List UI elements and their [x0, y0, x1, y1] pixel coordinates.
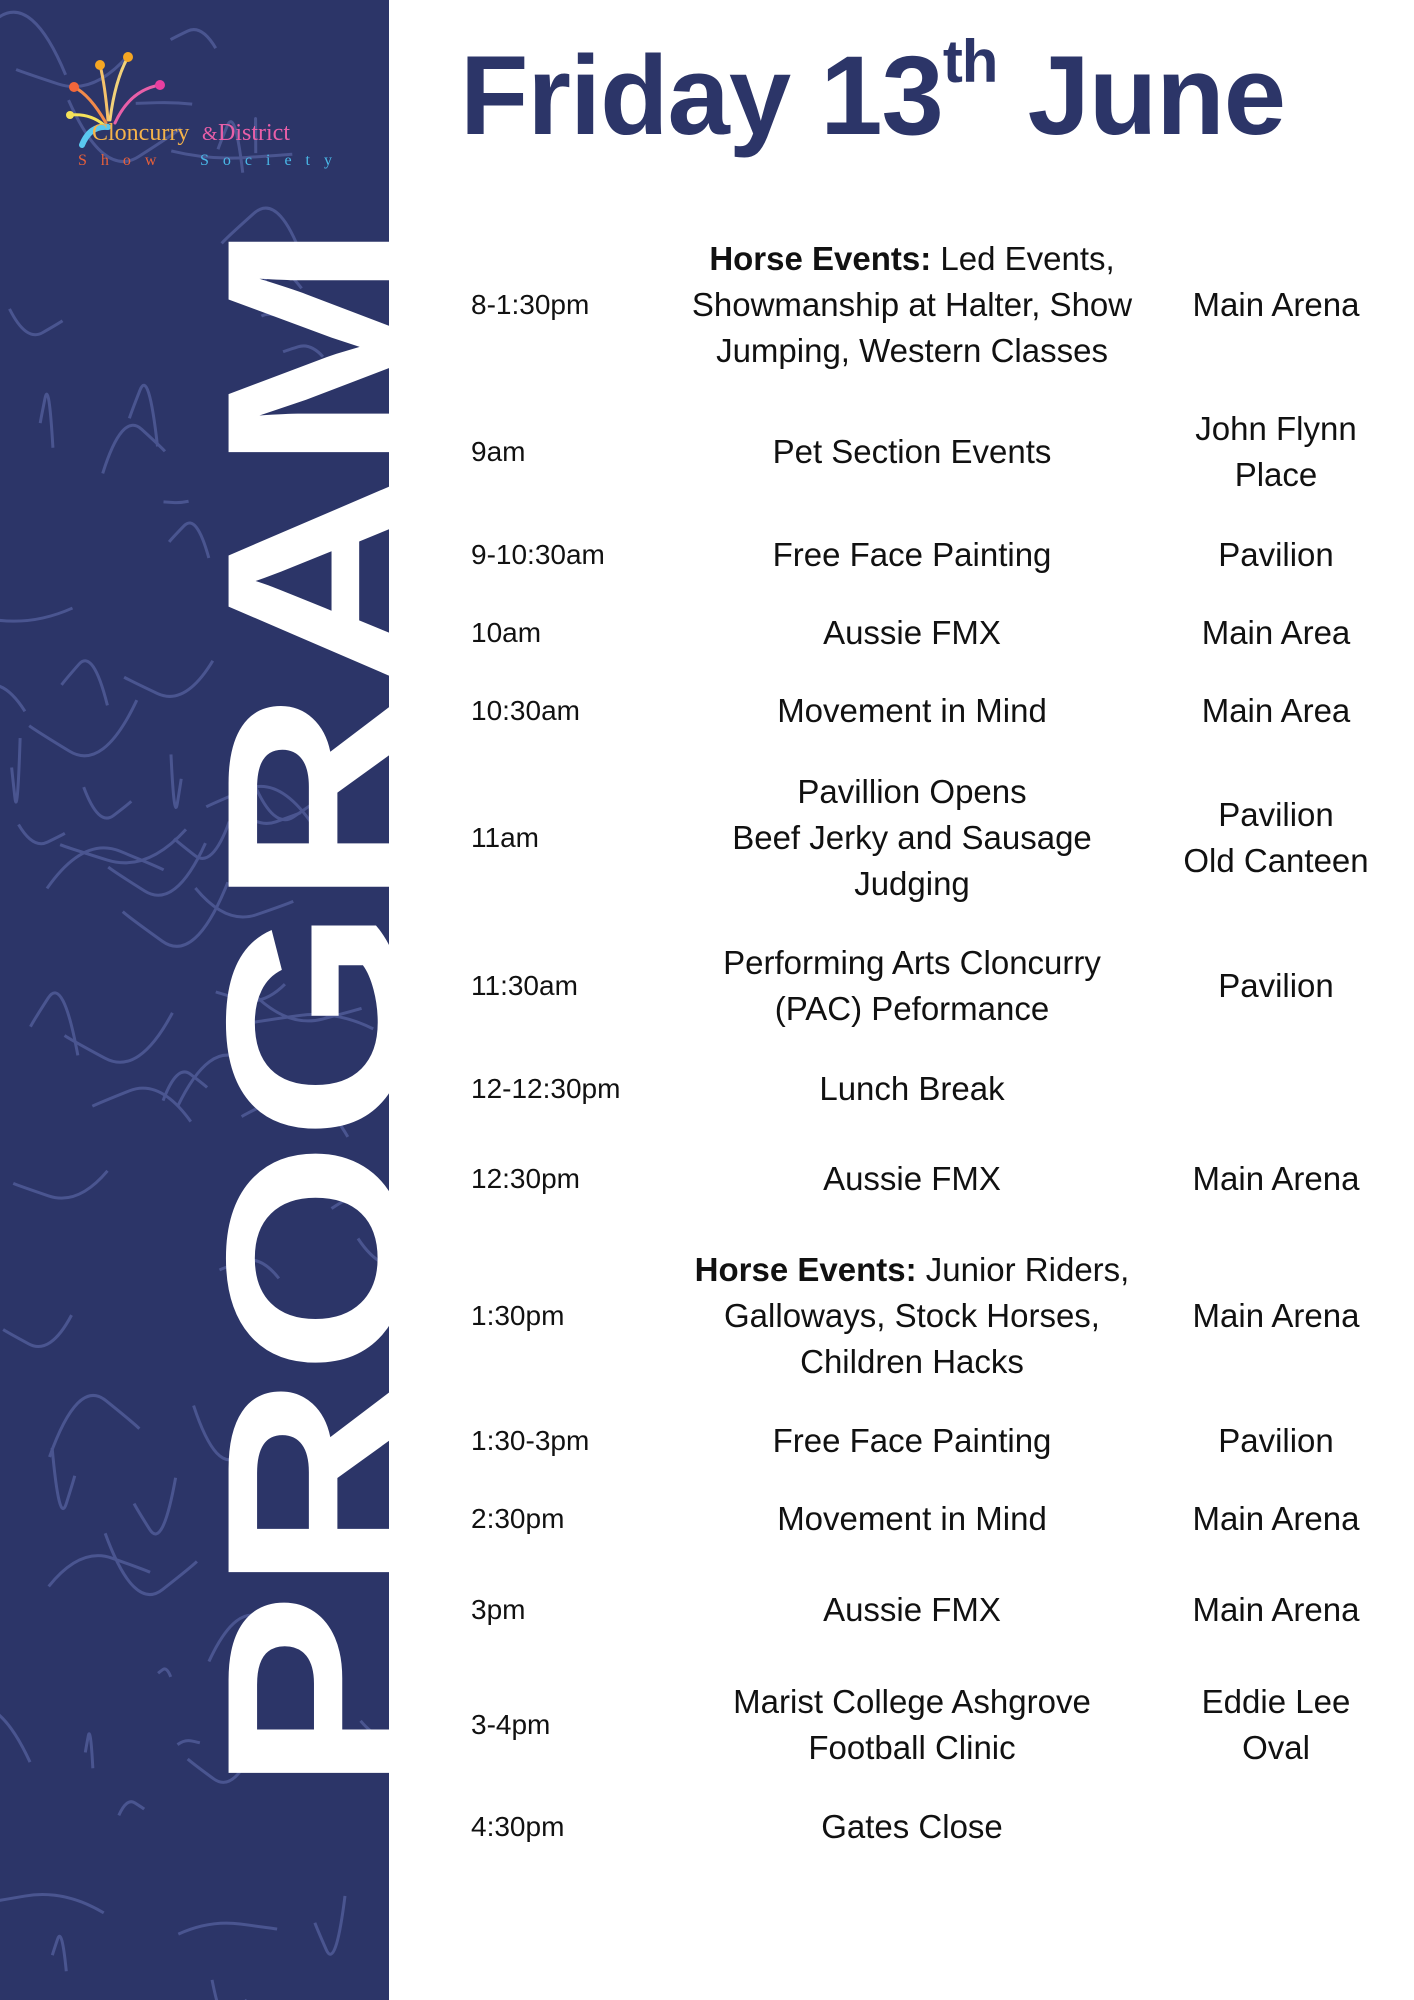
- event-name-line: [662, 940, 1162, 986]
- event-name-line: [662, 1293, 1162, 1339]
- event-name-text: Judging: [854, 865, 970, 902]
- title-day: Friday 13: [460, 33, 943, 158]
- pattern-stroke: [40, 394, 53, 448]
- event-name-line: [662, 1339, 1162, 1385]
- event-venue-line: [1146, 1587, 1406, 1633]
- event-name-text: Performing Arts Cloncurry: [723, 944, 1101, 981]
- event-name-line: [662, 236, 1162, 282]
- event-venue: [1146, 1156, 1406, 1202]
- svg-text:Society: Society: [200, 152, 346, 169]
- event-name-line: [662, 282, 1162, 328]
- event-venue-line: [1146, 452, 1406, 498]
- event-venue-line: [1146, 1496, 1406, 1542]
- event-time: 1:30-3pm: [471, 1425, 590, 1456]
- event-venue-line: [1146, 1418, 1406, 1464]
- event-name-text: Galloways, Stock Horses,: [724, 1297, 1100, 1334]
- event-venue-line: [1146, 532, 1406, 578]
- event-name: [662, 1247, 1162, 1385]
- event-name: [662, 1587, 1162, 1633]
- event-name-text: Aussie FMX: [823, 1160, 1001, 1197]
- event-venue-text: Old Canteen: [1183, 842, 1369, 879]
- event-venue-line: [1146, 1725, 1406, 1771]
- event-time: 9am: [471, 436, 526, 467]
- event-name-text: Beef Jerky and Sausage: [732, 819, 1092, 856]
- event-name-line: [662, 769, 1162, 815]
- event-venue-text: Place: [1234, 456, 1318, 493]
- event-name: [662, 1156, 1162, 1202]
- event-venue-text: John Flynn: [1195, 410, 1357, 447]
- event-name-line: [662, 1156, 1162, 1202]
- event-name-line: [662, 861, 1162, 907]
- event-time: 12-12:30pm: [471, 1073, 621, 1104]
- event-venue: [1146, 792, 1406, 884]
- event-name-text: Marist College Ashgrove: [733, 1683, 1091, 1720]
- event-venue-text: Main Arena: [1192, 1500, 1360, 1537]
- event-name-line: [662, 1247, 1162, 1293]
- pattern-stroke: [52, 1448, 75, 1509]
- event-venue: [1146, 688, 1406, 734]
- event-time: 3-4pm: [471, 1709, 551, 1740]
- event-venue-line: [1146, 1156, 1406, 1202]
- event-name-text: Led Events,: [940, 240, 1115, 277]
- event-name-text: Children Hacks: [800, 1343, 1024, 1380]
- pattern-stroke: [119, 1802, 144, 1816]
- event-name-line: [662, 1725, 1162, 1771]
- event-venue-text: Main Arena: [1192, 286, 1360, 323]
- event-name-line: [662, 1679, 1162, 1725]
- event-venue: [1146, 532, 1406, 578]
- event-venue-line: [1146, 610, 1406, 656]
- event-time: 1:30pm: [471, 1300, 565, 1331]
- event-name: [662, 1679, 1162, 1771]
- event-venue-text: Pavilion: [1218, 796, 1334, 833]
- event-venue: [1146, 1293, 1406, 1339]
- svg-text:Cloncurry: Cloncurry: [92, 120, 190, 146]
- event-name-text: Jumping, Western Classes: [716, 332, 1108, 369]
- event-name-text: Aussie FMX: [823, 1591, 1001, 1628]
- event-venue-line: [1146, 688, 1406, 734]
- event-venue-text: Main Arena: [1192, 1297, 1360, 1334]
- pattern-stroke: [65, 1013, 173, 1063]
- pattern-stroke: [315, 1896, 345, 1954]
- event-name-text: Football Clinic: [808, 1729, 1016, 1766]
- pattern-stroke: [19, 825, 65, 844]
- event-name: [662, 429, 1162, 475]
- svg-text:&: &: [202, 123, 218, 145]
- event-name: [662, 532, 1162, 578]
- event-name-text: Movement in Mind: [777, 692, 1047, 729]
- pattern-stroke: [62, 661, 108, 706]
- pattern-stroke: [129, 385, 157, 446]
- event-venue-text: Pavilion: [1218, 1422, 1334, 1459]
- event-venue-line: [1146, 406, 1406, 452]
- event-name: [662, 610, 1162, 656]
- title-suffix: th: [942, 28, 998, 95]
- svg-text:Show: Show: [78, 152, 171, 169]
- event-name-line: [662, 1418, 1162, 1464]
- pattern-stroke: [30, 993, 77, 1056]
- event-venue: [1146, 610, 1406, 656]
- event-venue-text: Eddie Lee: [1201, 1683, 1351, 1720]
- event-venue-text: Main Area: [1201, 692, 1351, 729]
- pattern-stroke: [9, 309, 62, 335]
- pattern-stroke: [13, 1171, 107, 1198]
- event-name-text: Free Face Painting: [772, 1422, 1052, 1459]
- pattern-stroke: [0, 1895, 104, 1913]
- event-time: 4:30pm: [471, 1811, 565, 1842]
- page-title: [460, 28, 1285, 158]
- event-name-line: [662, 429, 1162, 475]
- event-name-text: Junior Riders,: [925, 1251, 1130, 1288]
- event-venue-line: [1146, 1293, 1406, 1339]
- event-venue-line: [1146, 838, 1406, 884]
- event-venue-line: [1146, 792, 1406, 838]
- event-venue-text: Main Area: [1201, 614, 1351, 651]
- pattern-stroke: [84, 787, 132, 818]
- pattern-stroke: [12, 738, 20, 802]
- event-name-text: Free Face Painting: [772, 536, 1052, 573]
- event-name-line: [662, 1496, 1162, 1542]
- pattern-stroke: [52, 1936, 66, 1971]
- event-name-line: [662, 1066, 1162, 1112]
- event-venue-text: Pavilion: [1218, 967, 1334, 1004]
- event-venue: [1146, 1587, 1406, 1633]
- event-name: [662, 1066, 1162, 1112]
- event-time: 3pm: [471, 1594, 526, 1625]
- event-category: Horse Events:: [694, 1251, 917, 1288]
- event-name-text: Aussie FMX: [823, 614, 1001, 651]
- event-time: 9-10:30am: [471, 539, 605, 570]
- event-name-line: [662, 815, 1162, 861]
- event-venue: [1146, 963, 1406, 1009]
- pattern-stroke: [158, 1669, 171, 1677]
- event-time: 12:30pm: [471, 1163, 580, 1194]
- pattern-stroke: [85, 1734, 92, 1768]
- event-time: 10:30am: [471, 695, 580, 726]
- pattern-stroke: [29, 700, 137, 756]
- pattern-stroke: [212, 1980, 247, 2000]
- event-name: [662, 1804, 1162, 1850]
- event-name-text: Showmanship at Halter, Show: [691, 286, 1133, 323]
- event-time: 8-1:30pm: [471, 289, 590, 320]
- event-name-line: [662, 688, 1162, 734]
- event-venue: [1146, 1679, 1406, 1771]
- pattern-stroke: [0, 608, 72, 621]
- pattern-stroke: [0, 685, 25, 712]
- event-name-text: (PAC) Peformance: [774, 990, 1050, 1027]
- event-name: [662, 236, 1162, 374]
- show-society-logo: [60, 45, 350, 175]
- event-venue-text: Main Arena: [1192, 1591, 1360, 1628]
- event-name-line: [662, 1804, 1162, 1850]
- event-name-line: [662, 1587, 1162, 1633]
- event-venue: [1146, 282, 1406, 328]
- event-name-text: Pavillion Opens: [797, 773, 1027, 810]
- event-name-line: [662, 532, 1162, 578]
- pattern-stroke: [49, 1556, 150, 1587]
- title-month: June: [1027, 33, 1285, 158]
- pattern-stroke: [47, 848, 164, 889]
- program-vertical-title: PROGRAM: [174, 221, 459, 1793]
- event-venue: [1146, 1496, 1406, 1542]
- event-name-line: [662, 610, 1162, 656]
- event-name: [662, 769, 1162, 907]
- event-venue-text: Main Arena: [1192, 1160, 1360, 1197]
- event-name-text: Pet Section Events: [772, 433, 1052, 470]
- event-venue-line: [1146, 1679, 1406, 1725]
- pattern-stroke: [0, 1706, 30, 1762]
- pattern-stroke: [49, 1395, 139, 1457]
- event-name: [662, 688, 1162, 734]
- pattern-stroke: [60, 829, 186, 862]
- pattern-stroke: [134, 1478, 176, 1534]
- event-name: [662, 1418, 1162, 1464]
- pattern-stroke: [0, 12, 66, 75]
- event-time: 11am: [471, 822, 539, 853]
- svg-text:District: District: [218, 120, 290, 146]
- event-venue: [1146, 1418, 1406, 1464]
- event-name: [662, 1496, 1162, 1542]
- event-time: 2:30pm: [471, 1503, 565, 1534]
- event-venue-text: Oval: [1242, 1729, 1310, 1766]
- event-venue-line: [1146, 963, 1406, 1009]
- event-venue-text: Pavilion: [1218, 536, 1334, 573]
- event-name-line: [662, 986, 1162, 1032]
- event-venue: [1146, 406, 1406, 498]
- event-venue-line: [1146, 282, 1406, 328]
- event-name-text: Lunch Break: [819, 1070, 1005, 1107]
- event-name-text: Movement in Mind: [777, 1500, 1047, 1537]
- event-name-text: Gates Close: [821, 1808, 1003, 1845]
- event-time: 10am: [471, 617, 542, 648]
- pattern-stroke: [3, 1315, 71, 1346]
- event-name: [662, 940, 1162, 1032]
- event-time: 11:30am: [471, 970, 578, 1001]
- event-name-line: [662, 328, 1162, 374]
- pattern-stroke: [178, 1923, 277, 1934]
- event-category: Horse Events:: [709, 240, 932, 277]
